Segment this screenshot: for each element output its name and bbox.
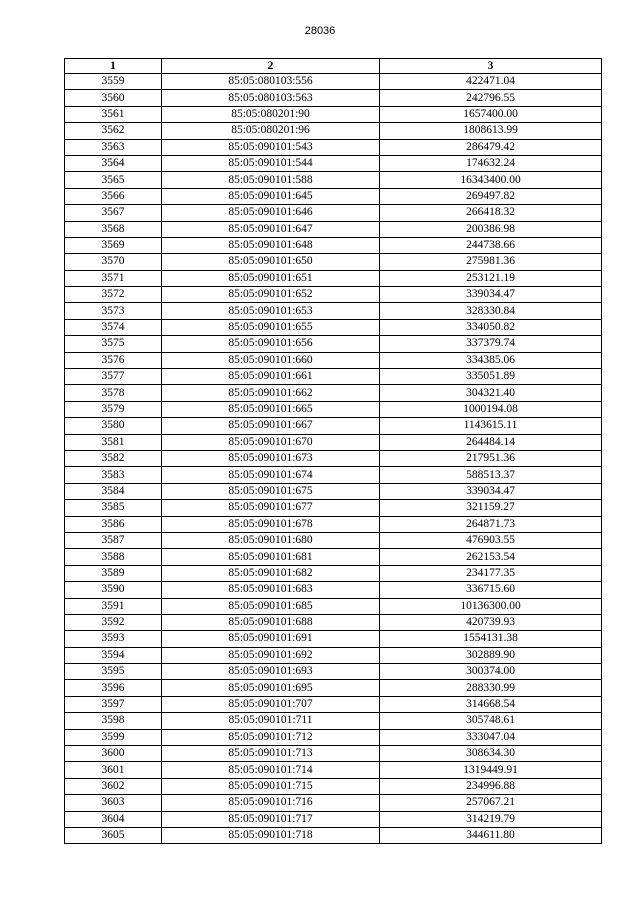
row-number-cell: 3592 xyxy=(65,614,162,630)
value-cell: 336715.60 xyxy=(380,582,602,598)
table-row xyxy=(65,664,602,680)
value-cell: 302889.90 xyxy=(380,647,602,663)
cadastral-number-cell: 85:05:090101:711 xyxy=(162,713,380,729)
value-cell: 321159.27 xyxy=(380,500,602,516)
cadastral-number-cell: 85:05:090101:648 xyxy=(162,237,380,253)
row-number-cell: 3595 xyxy=(65,664,162,680)
cadastral-number-cell: 85:05:090101:650 xyxy=(162,254,380,270)
table-row xyxy=(65,254,602,270)
table-row xyxy=(65,483,602,499)
row-number-cell: 3567 xyxy=(65,205,162,221)
table-row xyxy=(65,221,602,237)
row-number-cell: 3597 xyxy=(65,696,162,712)
value-cell: 234177.35 xyxy=(380,565,602,581)
table-row xyxy=(65,74,602,90)
cadastral-number-cell: 85:05:090101:693 xyxy=(162,664,380,680)
value-cell: 304321.40 xyxy=(380,385,602,401)
cadastral-number-cell: 85:05:090101:674 xyxy=(162,467,380,483)
column-header-2: 2 xyxy=(162,59,380,74)
table-row xyxy=(65,647,602,663)
value-cell: 266418.32 xyxy=(380,205,602,221)
value-cell: 305748.61 xyxy=(380,713,602,729)
value-cell: 588513.37 xyxy=(380,467,602,483)
row-number-cell: 3561 xyxy=(65,106,162,122)
value-cell: 333047.04 xyxy=(380,729,602,745)
page-number: 28036 xyxy=(304,25,336,37)
row-number-cell: 3559 xyxy=(65,74,162,90)
data-table xyxy=(64,58,602,844)
table-row xyxy=(65,90,602,106)
column-header-1: 1 xyxy=(65,59,162,74)
value-cell: 1657400.00 xyxy=(380,106,602,122)
row-number-cell: 3585 xyxy=(65,500,162,516)
table-row xyxy=(65,287,602,303)
table-row xyxy=(65,795,602,811)
cadastral-number-cell: 85:05:090101:682 xyxy=(162,565,380,581)
value-cell: 1000194.08 xyxy=(380,401,602,417)
cadastral-number-cell: 85:05:080201:96 xyxy=(162,123,380,139)
table-row xyxy=(65,565,602,581)
table-row xyxy=(65,827,602,843)
cadastral-number-cell: 85:05:090101:544 xyxy=(162,155,380,171)
table-row xyxy=(65,516,602,532)
cadastral-number-cell: 85:05:090101:715 xyxy=(162,778,380,794)
cadastral-number-cell: 85:05:090101:713 xyxy=(162,746,380,762)
row-number-cell: 3573 xyxy=(65,303,162,319)
cadastral-number-cell: 85:05:090101:653 xyxy=(162,303,380,319)
value-cell: 264871.73 xyxy=(380,516,602,532)
cadastral-number-cell: 85:05:090101:691 xyxy=(162,631,380,647)
row-number-cell: 3562 xyxy=(65,123,162,139)
table-row xyxy=(65,139,602,155)
cadastral-number-cell: 85:05:090101:655 xyxy=(162,319,380,335)
value-cell: 328330.84 xyxy=(380,303,602,319)
row-number-cell: 3569 xyxy=(65,237,162,253)
table-row xyxy=(65,532,602,548)
value-cell: 420739.93 xyxy=(380,614,602,630)
row-number-cell: 3596 xyxy=(65,680,162,696)
row-number-cell: 3568 xyxy=(65,221,162,237)
value-cell: 10136300.00 xyxy=(380,598,602,614)
row-number-cell: 3602 xyxy=(65,778,162,794)
row-number-cell: 3593 xyxy=(65,631,162,647)
table-row xyxy=(65,188,602,204)
value-cell: 244738.66 xyxy=(380,237,602,253)
value-cell: 1808613.99 xyxy=(380,123,602,139)
cadastral-number-cell: 85:05:090101:660 xyxy=(162,352,380,368)
row-number-cell: 3570 xyxy=(65,254,162,270)
cadastral-number-cell: 85:05:090101:673 xyxy=(162,450,380,466)
value-cell: 334050.82 xyxy=(380,319,602,335)
cadastral-number-cell: 85:05:090101:647 xyxy=(162,221,380,237)
row-number-cell: 3564 xyxy=(65,155,162,171)
row-number-cell: 3604 xyxy=(65,811,162,827)
value-cell: 16343400.00 xyxy=(380,172,602,188)
table-header-row xyxy=(65,59,602,74)
table-row xyxy=(65,319,602,335)
table-row xyxy=(65,336,602,352)
value-cell: 339034.47 xyxy=(380,287,602,303)
value-cell: 335051.89 xyxy=(380,369,602,385)
row-number-cell: 3574 xyxy=(65,319,162,335)
cadastral-number-cell: 85:05:090101:681 xyxy=(162,549,380,565)
cadastral-number-cell: 85:05:090101:651 xyxy=(162,270,380,286)
table-row xyxy=(65,434,602,450)
table-row xyxy=(65,631,602,647)
row-number-cell: 3578 xyxy=(65,385,162,401)
row-number-cell: 3565 xyxy=(65,172,162,188)
cadastral-number-cell: 85:05:090101:707 xyxy=(162,696,380,712)
cadastral-number-cell: 85:05:090101:646 xyxy=(162,205,380,221)
table-row xyxy=(65,106,602,122)
table-row xyxy=(65,155,602,171)
table-row xyxy=(65,500,602,516)
cadastral-number-cell: 85:05:090101:714 xyxy=(162,762,380,778)
table-row xyxy=(65,549,602,565)
table-row xyxy=(65,237,602,253)
row-number-cell: 3563 xyxy=(65,139,162,155)
row-number-cell: 3590 xyxy=(65,582,162,598)
cadastral-number-cell: 85:05:090101:652 xyxy=(162,287,380,303)
table-row xyxy=(65,680,602,696)
cadastral-number-cell: 85:05:090101:543 xyxy=(162,139,380,155)
cadastral-number-cell: 85:05:080103:556 xyxy=(162,74,380,90)
cadastral-number-cell: 85:05:090101:656 xyxy=(162,336,380,352)
value-cell: 422471.04 xyxy=(380,74,602,90)
row-number-cell: 3589 xyxy=(65,565,162,581)
value-cell: 234996.88 xyxy=(380,778,602,794)
table-row xyxy=(65,418,602,434)
cadastral-number-cell: 85:05:090101:661 xyxy=(162,369,380,385)
table-row xyxy=(65,582,602,598)
value-cell: 314668.54 xyxy=(380,696,602,712)
table-row xyxy=(65,598,602,614)
value-cell: 174632.24 xyxy=(380,155,602,171)
cadastral-number-cell: 85:05:090101:662 xyxy=(162,385,380,401)
cadastral-number-cell: 85:05:090101:695 xyxy=(162,680,380,696)
value-cell: 257067.21 xyxy=(380,795,602,811)
value-cell: 262153.54 xyxy=(380,549,602,565)
table-row xyxy=(65,614,602,630)
row-number-cell: 3580 xyxy=(65,418,162,434)
value-cell: 308634.30 xyxy=(380,746,602,762)
cadastral-number-cell: 85:05:090101:716 xyxy=(162,795,380,811)
table-row xyxy=(65,811,602,827)
row-number-cell: 3594 xyxy=(65,647,162,663)
value-cell: 334385.06 xyxy=(380,352,602,368)
row-number-cell: 3601 xyxy=(65,762,162,778)
value-cell: 1143615.11 xyxy=(380,418,602,434)
cadastral-number-cell: 85:05:090101:685 xyxy=(162,598,380,614)
value-cell: 288330.99 xyxy=(380,680,602,696)
cadastral-number-cell: 85:05:090101:680 xyxy=(162,532,380,548)
table-row xyxy=(65,303,602,319)
cadastral-number-cell: 85:05:080103:563 xyxy=(162,90,380,106)
value-cell: 1319449.91 xyxy=(380,762,602,778)
value-cell: 344611.80 xyxy=(380,827,602,843)
table-row xyxy=(65,385,602,401)
cadastral-number-cell: 85:05:090101:678 xyxy=(162,516,380,532)
row-number-cell: 3598 xyxy=(65,713,162,729)
value-cell: 337379.74 xyxy=(380,336,602,352)
cadastral-number-cell: 85:05:090101:665 xyxy=(162,401,380,417)
row-number-cell: 3579 xyxy=(65,401,162,417)
table-row xyxy=(65,746,602,762)
table-row xyxy=(65,778,602,794)
value-cell: 300374.00 xyxy=(380,664,602,680)
row-number-cell: 3560 xyxy=(65,90,162,106)
column-header-3: 3 xyxy=(380,59,602,74)
row-number-cell: 3599 xyxy=(65,729,162,745)
cadastral-number-cell: 85:05:080201:90 xyxy=(162,106,380,122)
row-number-cell: 3581 xyxy=(65,434,162,450)
table-row xyxy=(65,729,602,745)
cadastral-number-cell: 85:05:090101:670 xyxy=(162,434,380,450)
row-number-cell: 3577 xyxy=(65,369,162,385)
row-number-cell: 3584 xyxy=(65,483,162,499)
cadastral-number-cell: 85:05:090101:675 xyxy=(162,483,380,499)
row-number-cell: 3583 xyxy=(65,467,162,483)
value-cell: 242796.55 xyxy=(380,90,602,106)
cadastral-number-cell: 85:05:090101:717 xyxy=(162,811,380,827)
table-body xyxy=(65,74,602,844)
row-number-cell: 3575 xyxy=(65,336,162,352)
value-cell: 200386.98 xyxy=(380,221,602,237)
table-row xyxy=(65,123,602,139)
value-cell: 339034.47 xyxy=(380,483,602,499)
cadastral-number-cell: 85:05:090101:588 xyxy=(162,172,380,188)
table-row xyxy=(65,713,602,729)
row-number-cell: 3587 xyxy=(65,532,162,548)
cadastral-number-cell: 85:05:090101:718 xyxy=(162,827,380,843)
table-row xyxy=(65,172,602,188)
value-cell: 269497.82 xyxy=(380,188,602,204)
cadastral-number-cell: 85:05:090101:712 xyxy=(162,729,380,745)
table-row xyxy=(65,450,602,466)
table-row xyxy=(65,270,602,286)
row-number-cell: 3582 xyxy=(65,450,162,466)
cadastral-number-cell: 85:05:090101:692 xyxy=(162,647,380,663)
row-number-cell: 3603 xyxy=(65,795,162,811)
row-number-cell: 3572 xyxy=(65,287,162,303)
cadastral-number-cell: 85:05:090101:645 xyxy=(162,188,380,204)
row-number-cell: 3588 xyxy=(65,549,162,565)
value-cell: 476903.55 xyxy=(380,532,602,548)
cadastral-number-cell: 85:05:090101:683 xyxy=(162,582,380,598)
table-row xyxy=(65,369,602,385)
table-row xyxy=(65,467,602,483)
row-number-cell: 3566 xyxy=(65,188,162,204)
value-cell: 314219.79 xyxy=(380,811,602,827)
value-cell: 264484.14 xyxy=(380,434,602,450)
table-row xyxy=(65,696,602,712)
value-cell: 286479.42 xyxy=(380,139,602,155)
table-row xyxy=(65,401,602,417)
row-number-cell: 3586 xyxy=(65,516,162,532)
value-cell: 217951.36 xyxy=(380,450,602,466)
cadastral-number-cell: 85:05:090101:688 xyxy=(162,614,380,630)
row-number-cell: 3591 xyxy=(65,598,162,614)
value-cell: 275981.36 xyxy=(380,254,602,270)
row-number-cell: 3576 xyxy=(65,352,162,368)
row-number-cell: 3605 xyxy=(65,827,162,843)
value-cell: 253121.19 xyxy=(380,270,602,286)
table-row xyxy=(65,352,602,368)
table-row xyxy=(65,762,602,778)
row-number-cell: 3600 xyxy=(65,746,162,762)
table-row xyxy=(65,205,602,221)
cadastral-number-cell: 85:05:090101:677 xyxy=(162,500,380,516)
value-cell: 1554131.38 xyxy=(380,631,602,647)
cadastral-number-cell: 85:05:090101:667 xyxy=(162,418,380,434)
row-number-cell: 3571 xyxy=(65,270,162,286)
